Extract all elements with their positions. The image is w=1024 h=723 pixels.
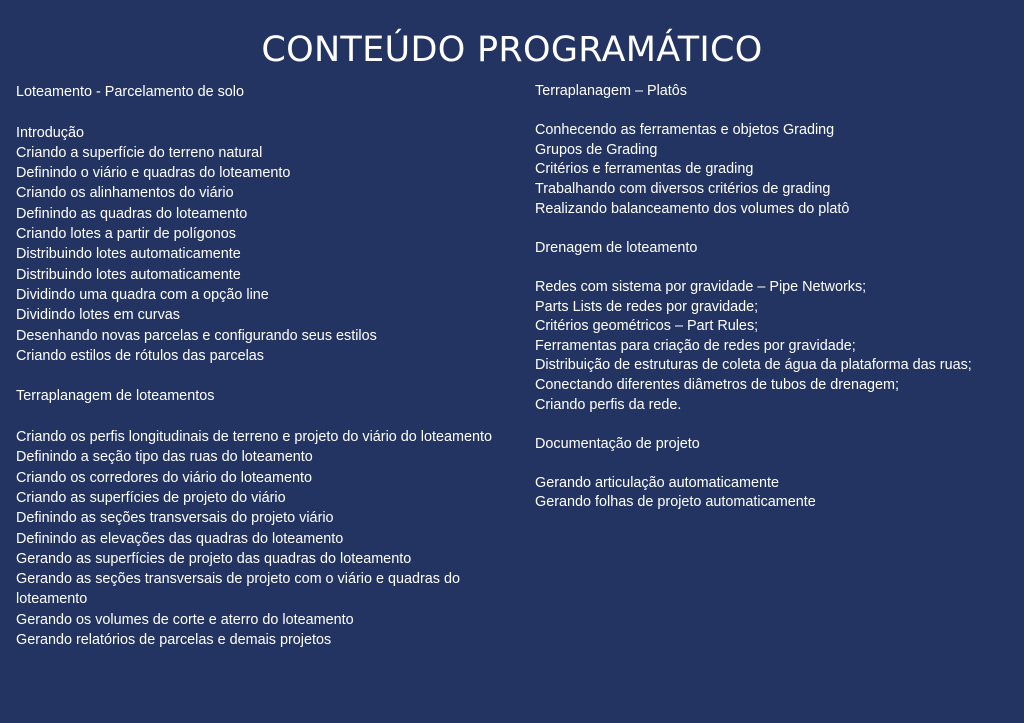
list-item: Conhecendo as ferramentas e objetos Grading <box>535 122 835 139</box>
list-item: Criando as superfícies de projeto do viário <box>16 489 286 506</box>
list-item: Definindo as quadras do loteamento <box>16 205 248 222</box>
list-item: Parts Lists de redes por gravidade; <box>535 298 759 315</box>
right-column <box>535 82 975 513</box>
list-item: Criando perfis da rede. <box>535 396 682 413</box>
section <box>535 82 975 219</box>
list-item: Criando os perfis longitudinais de terreno e projeto do viário do loteamento <box>16 429 492 446</box>
list-item: Realizando balanceamento dos volumes do platô <box>535 200 850 217</box>
list-item: Definindo as seções transversais do projeto viário <box>16 510 334 527</box>
section-heading: Documentação de projeto <box>535 435 700 452</box>
list-item: Critérios geométricos – Part Rules; <box>535 318 759 335</box>
list-item: Distribuição de estruturas de coleta de água da plataforma das ruas; <box>535 357 972 374</box>
section-heading: Loteamento - Parcelamento de solo <box>16 84 244 100</box>
list-item: Definindo a seção tipo das ruas do loteamento <box>16 449 313 466</box>
list-item: Criando os alinhamentos do viário <box>16 185 234 202</box>
list-item: Ferramentas para criação de redes por gravidade; <box>535 337 856 354</box>
section <box>535 239 975 415</box>
list-item: Desenhando novas parcelas e configurando seus estilos <box>16 327 377 344</box>
list-item: Gerando relatórios de parcelas e demais projetos <box>16 632 332 649</box>
list-item: Distribuindo lotes automaticamente <box>16 266 241 283</box>
section-heading: Drenagem de loteamento <box>535 239 698 256</box>
list-item: Criando estilos de rótulos das parcelas <box>16 347 264 364</box>
list-item: Gerando articulação automaticamente <box>535 474 779 491</box>
list-item: Definindo o viário e quadras do loteamento <box>16 165 291 182</box>
list-item: Criando os corredores do viário do loteamento <box>16 469 312 486</box>
list-item: Criando a superfície do terreno natural <box>16 144 263 161</box>
list-item: Grupos de Grading <box>535 141 658 158</box>
list-item: Gerando as seções transversais de projeto com o viário e quadras do loteamento <box>16 571 460 608</box>
list-item: Dividindo lotes em curvas <box>16 307 180 324</box>
list-item: Gerando as superfícies de projeto das quadras do loteamento <box>16 550 412 567</box>
section <box>16 386 494 650</box>
section <box>16 123 494 367</box>
section-heading: Terraplanagem – Platôs <box>535 83 687 99</box>
list-item: Trabalhando com diversos critérios de grading <box>535 180 831 197</box>
section-heading: Terraplanagem de loteamentos <box>16 388 215 405</box>
page-title: CONTEÚDO PROGRAMÁTICO <box>261 30 763 70</box>
list-item: Conectando diferentes diâmetros de tubos de drenagem; <box>535 376 899 393</box>
list-item: Critérios e ferramentas de grading <box>535 161 754 178</box>
list-item: Redes com sistema por gravidade – Pipe Networks; <box>535 278 867 295</box>
left-column <box>16 82 494 650</box>
section <box>16 82 494 102</box>
list-item: Criando lotes a partir de polígonos <box>16 226 236 243</box>
list-item: Definindo as elevações das quadras do loteamento <box>16 530 344 547</box>
list-item: Gerando folhas de projeto automaticamente <box>535 494 816 511</box>
list-item: Distribuindo lotes automaticamente <box>16 246 241 263</box>
list-item: Gerando os volumes de corte e aterro do loteamento <box>16 611 354 628</box>
list-item: Introdução <box>16 124 85 141</box>
section <box>535 435 975 513</box>
list-item: Dividindo uma quadra com a opção line <box>16 286 269 303</box>
